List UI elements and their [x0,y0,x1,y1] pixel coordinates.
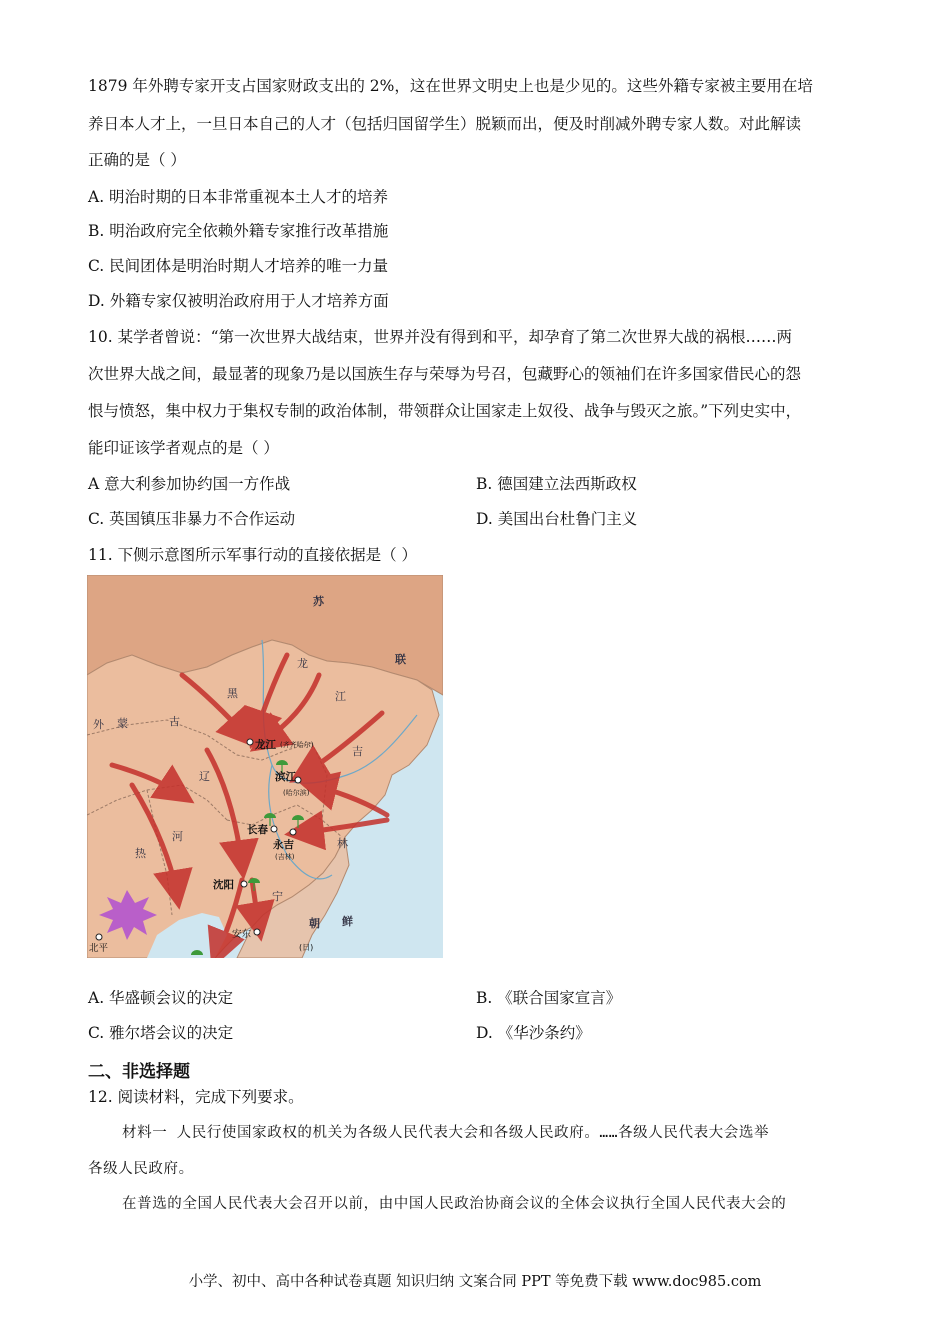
q10-option-a: A 意大利参加协约国一方作战 [88,475,291,493]
military-map [87,575,443,958]
label-ning: 宁 [272,890,283,903]
label-chao: 朝 [309,917,320,930]
label-wai: 外 [93,718,104,731]
label-su: 苏 [313,595,324,608]
q12-material1-line3: 在普选的全国人民代表大会召开以前，由中国人民政治协商会议的全体会议执行全国人民代表大会的 [122,1196,787,1212]
city-jilin: (吉林) [275,853,295,861]
q10-stem-line3: 恨与愤怒，集中权力于集权专制的政治体制，带领群众让国家走上奴役、战争与毁灭之旅。”下列史实中， [88,402,802,420]
q11-option-b: B. 《联合国家宣言》 [476,989,622,1007]
label-meng: 蒙 [117,717,128,730]
label-jiang: 江 [335,690,346,703]
label-hei: 黑 [227,687,238,700]
city-marker-yongji [290,829,296,835]
q9-option-a: A. 明治时期的日本非常重视本土人才的培养 [88,188,389,206]
city-shenyang: 沈阳 [213,879,234,891]
q11-option-c: C. 雅尔塔会议的决定 [88,1024,234,1042]
q11-option-a: A. 华盛顿会议的决定 [88,989,234,1007]
q10-stem-line1: 10. 某学者曾说：“第一次世界大战结束，世界并没有得到和平，却孕育了第二次世界大战的祸根……两 [88,328,793,346]
city-marker-beiping [96,934,102,940]
q12-material1-line2: 各级人民政府。 [88,1161,194,1177]
city-marker-shenyang [241,881,247,887]
label-long: 龙 [297,657,308,670]
q12-material1-line1: 材料一 人民行使国家政权的机关为各级人民代表大会和各级人民政府。……各级人民代表大会选举 [122,1125,770,1141]
label-ji: 吉 [352,745,363,758]
q11-stem: 11. 下侧示意图所示军事行动的直接依据是（ ） [88,546,418,564]
city-binjiang: 滨江 [275,771,296,783]
q10-option-d: D. 美国出台杜鲁门主义 [476,510,638,528]
city-ri: (日) [299,943,314,952]
q9-stem-line2: 养日本人才上，一旦日本自己的人才（包括归国留学生）脱颖而出，便及时削减外聘专家人数。对此解读 [88,115,802,133]
page-footer[interactable]: 小学、初中、高中各种试卷真题 知识归纳 文案合同 PPT 等免费下载 www.doc985.com [188,1274,762,1290]
city-marker-andong [254,929,260,935]
city-longjiang: 龙江 [255,739,276,751]
city-changchun: 长春 [247,824,268,836]
q9-stem-line1: 1879 年外聘专家开支占国家财政支出的 2%，这在世界文明史上也是少见的。这些外籍专家被主要用在培 [88,77,813,95]
q9-option-b: B. 明治政府完全依赖外籍专家推行改革措施 [88,222,389,240]
q12-stem: 12. 阅读材料，完成下列要求。 [88,1088,304,1106]
city-yongji: 永吉 [273,839,294,851]
q9-stem-line3: 正确的是（ ） [88,151,186,169]
city-beiping: 北平 [89,943,109,954]
label-liao: 辽 [199,770,210,783]
q10-option-b: B. 德国建立法西斯政权 [476,475,637,493]
city-harbin: (哈尔滨) [283,789,310,797]
q10-stem-line2: 次世界大战之间，最显著的现象乃是以国族生存与荣辱为号召，包藏野心的领袖们在许多国家借民心的怨 [88,365,802,383]
label-lin: 林 [337,837,348,850]
q10-stem-line4: 能印证该学者观点的是（ ） [88,439,279,457]
city-marker-longjiang [247,739,253,745]
q9-option-d: D. 外籍专家仅被明治政府用于人才培养方面 [88,292,389,310]
label-xian: 鲜 [342,915,353,928]
city-marker-changchun [271,826,277,832]
label-gu: 古 [169,715,180,728]
q11-option-d: D. 《华沙条约》 [476,1024,591,1042]
city-qiqihar: (齐齐哈尔) [280,741,314,749]
label-lian: 联 [395,653,406,666]
city-andong: 安东 [232,929,252,940]
q9-option-c: C. 民间团体是明治时期人才培养的唯一力量 [88,257,389,275]
section-title: 二、非选择题 [88,1062,190,1082]
label-re: 热 [135,847,146,860]
label-he: 河 [172,830,183,843]
q10-option-c: C. 英国镇压非暴力不合作运动 [88,510,296,528]
